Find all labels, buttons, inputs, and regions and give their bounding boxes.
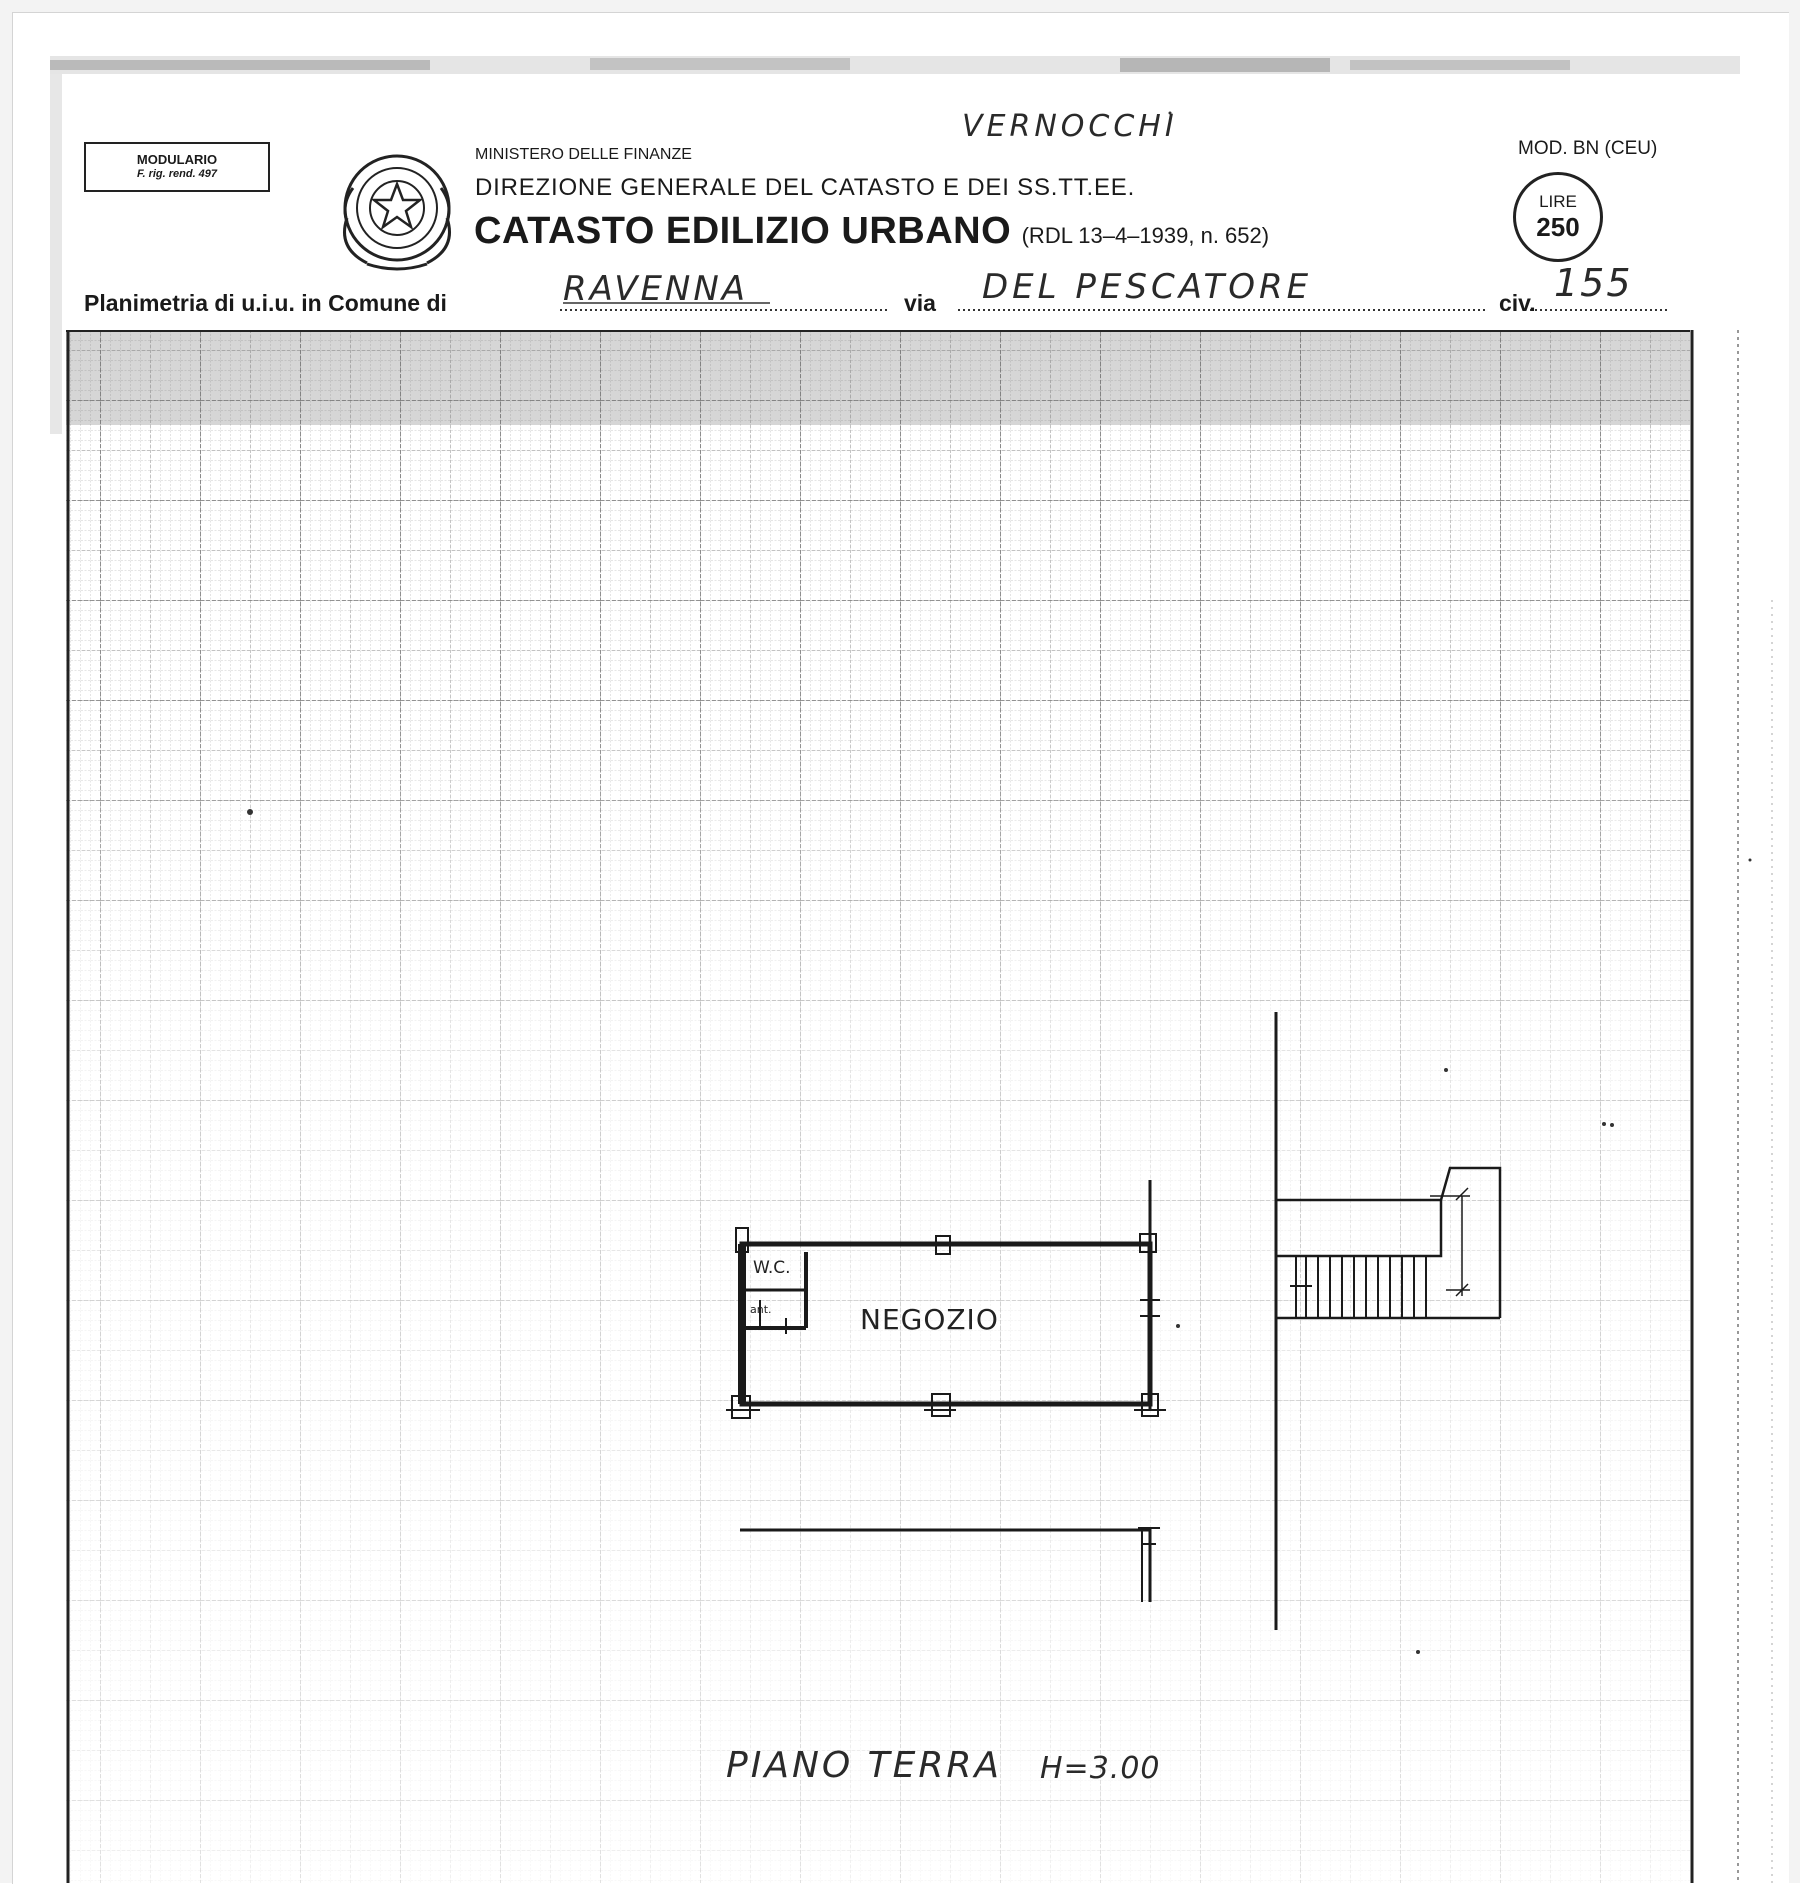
stamp-duty-badge <box>1513 172 1603 262</box>
stamp-label: LIRE <box>1539 192 1577 211</box>
law-reference: (RDL 13–4–1939, n. 652) <box>1021 223 1270 248</box>
modulario-stamp <box>84 142 270 192</box>
room-label-anti: ant. <box>750 1303 772 1316</box>
italian-emblem-icon <box>345 156 450 269</box>
room-label-wc: W.C. <box>753 1258 791 1278</box>
civ-label: civ. <box>1499 290 1536 316</box>
comune-value: RAVENNA <box>563 269 749 309</box>
room-label-negozio: NEGOZIO <box>860 1303 999 1336</box>
modulario-reference: F. rig. rend. 497 <box>136 168 218 180</box>
graph-paper <box>66 330 1692 1883</box>
via-value: DEL PESCATORE <box>982 267 1313 307</box>
floor-label: PIANO TERRA <box>726 1745 1003 1786</box>
modulario-label: MODULARIO <box>136 152 218 167</box>
height-label: H=3.00 <box>1040 1751 1161 1786</box>
stamp-value: 250 <box>1536 212 1580 242</box>
document-title <box>474 212 1269 250</box>
planimetry-prefix: Planimetria di u.i.u. in Comune di <box>84 290 447 316</box>
direction-name: DIREZIONE GENERALE DEL CATASTO E DEI SS.TT.EE. <box>475 174 1136 201</box>
ministry-name: MINISTERO DELLE FINANZE <box>475 146 692 163</box>
owner-name-handwritten: VERNOCCHI <box>962 109 1178 144</box>
via-label: via <box>904 290 936 316</box>
model-code: MOD. BN (CEU) <box>1518 138 1658 159</box>
civ-value: 155 <box>1554 261 1633 305</box>
catasto-title: CATASTO EDILIZIO URBANO <box>474 210 1012 252</box>
